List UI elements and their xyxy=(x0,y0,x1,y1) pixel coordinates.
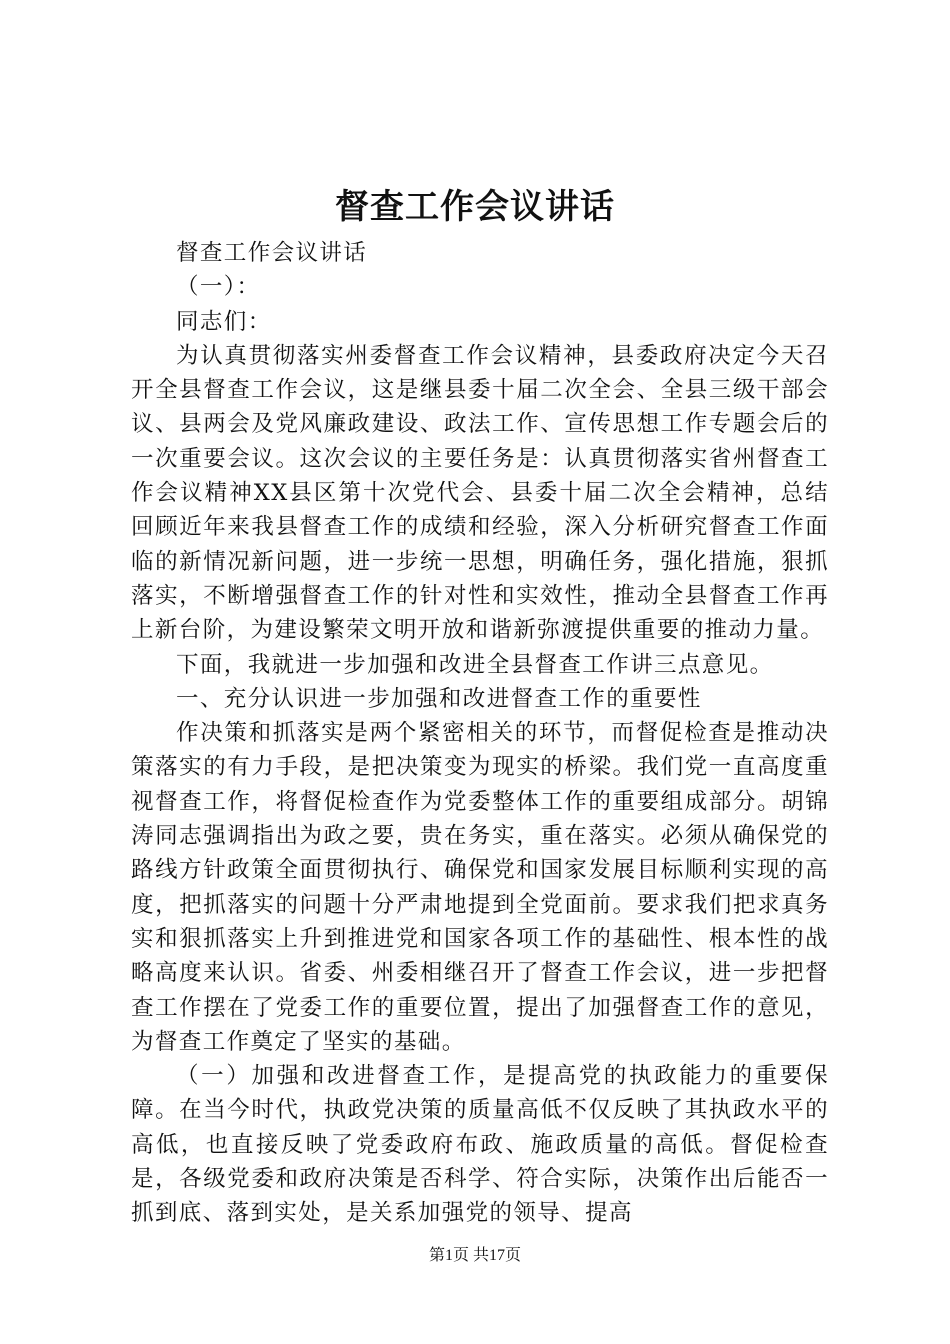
paragraph-salutation: 同志们： xyxy=(176,308,272,335)
page-total: 共17页 xyxy=(473,1247,522,1264)
page-number: 第1页 xyxy=(428,1247,469,1264)
paragraph-section-number: （一）： xyxy=(176,274,261,301)
document-body xyxy=(131,236,829,1231)
paragraph-subsection-1: （一）加强和改进督查工作，是提高党的执政能力的重要保障。在当今时代，执政党决策的质量高低不仅反映了其执政水平的高低，也直接反映了党委政府布政、施政质量的高低。督促检查是，各级党委和政府决策是否科学、符合实际，决策作出后能否一抓到底、落到实处，是关系加强党的领导、提高 xyxy=(131,1063,829,1227)
page-footer xyxy=(0,1245,950,1267)
paragraph-transition: 下面，我就进一步加强和改进全县督查工作讲三点意见。 xyxy=(176,651,774,678)
paragraph-intro: 为认真贯彻落实州委督查工作会议精神，县委政府决定今天召开全县督查工作会议，这是继县委十届二次全会、全县三级干部会议、县两会及党风廉政建设、政法工作、宣传思想工作专题会后的一次重要会议。这次会议的主要任务是：认真贯彻落实省州督查工作会议精神XX县区第十次党代会、县委十届二次全会精神，总结回顾近年来我县督查工作的成绩和经验，深入分析研究督查工作面临的新情况新问题，进一步统一思想，明确任务，强化措施，狠抓落实，不断增强督查工作的针对性和实效性，推动全县督查工作再上新台阶，为建设繁荣文明开放和谐新弥渡提供重要的推动力量。 xyxy=(131,342,829,644)
section-heading-1: 一、充分认识进一步加强和改进督查工作的重要性 xyxy=(176,685,702,712)
paragraph-body: 作决策和抓落实是两个紧密相关的环节，而督促检查是推动决策落实的有力手段，是把决策变为现实的桥梁。我们党一直高度重视督查工作，将督促检查作为党委整体工作的重要组成部分。胡锦涛同志强调指出为政之要，贵在务实，重在落实。必须从确保党的路线方针政策全面贯彻执行、确保党和国家发展目标顺利实现的高度，把抓落实的问题十分严肃地提到全党面前。要求我们把求真务实和狠抓落实上升到推进党和国家各项工作的基础性、根本性的战略高度来认识。省委、州委相继召开了督查工作会议，进一步把督查工作摆在了党委工作的重要位置，提出了加强督查工作的意见，为督查工作奠定了坚实的基础。 xyxy=(131,720,829,1055)
paragraph-subtitle: 督查工作会议讲话 xyxy=(176,240,368,266)
document-title: 督查工作会议讲话 xyxy=(335,187,615,227)
